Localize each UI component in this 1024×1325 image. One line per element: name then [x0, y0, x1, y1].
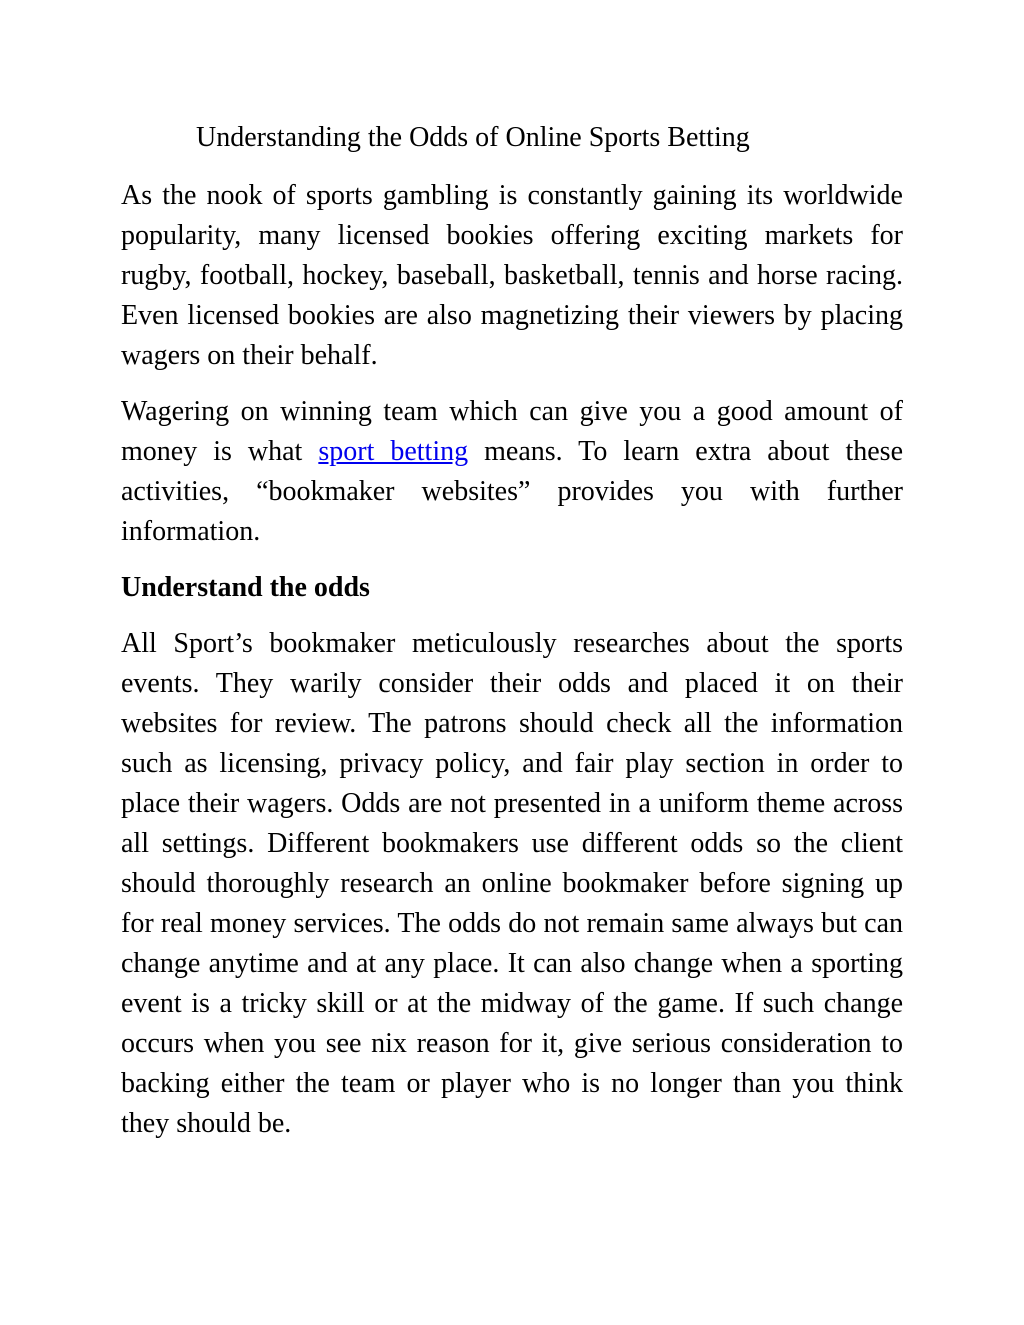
document-title: Understanding the Odds of Online Sports Betting: [196, 122, 750, 153]
paragraph-sport-betting: [121, 392, 903, 552]
document-page: [121, 118, 903, 1144]
paragraph-text-before-link: Wagering on winning team which can give you a good amount of money is what: [121, 396, 903, 467]
paragraph-text-after-link: means. To learn extra about these activities, “bookmaker websites” provides you with further information.: [121, 436, 904, 547]
sport-betting-link[interactable]: sport betting: [318, 436, 469, 467]
section-heading: Understand the odds: [121, 572, 370, 603]
paragraph-odds: All Sport’s bookmaker meticulously researches about the sports events. They warily consider their odds and placed it on their websites for review. The patrons should check all the information such as licensing, privacy policy, and fair play section in order to place their wagers. Odds are not presented in a uniform theme across all settings. Different bookmakers use different odds so the client should thoroughly research an online bookmaker before signing up for real money services. The odds do not remain same always but can change anytime and at any place. It can also change when a sporting event is a tricky skill or at the midway of the game. If such change occurs when you see nix reason for it, give serious consideration to backing either the team or player who is no longer than you think they should be.: [121, 628, 903, 1139]
paragraph-intro: As the nook of sports gambling is constantly gaining its worldwide popularity, many licensed bookies offering exciting markets for rugby, football, hockey, baseball, basketball, tennis and horse racing. Even licensed bookies are also magnetizing their viewers by placing wagers on their behalf.: [121, 180, 903, 371]
